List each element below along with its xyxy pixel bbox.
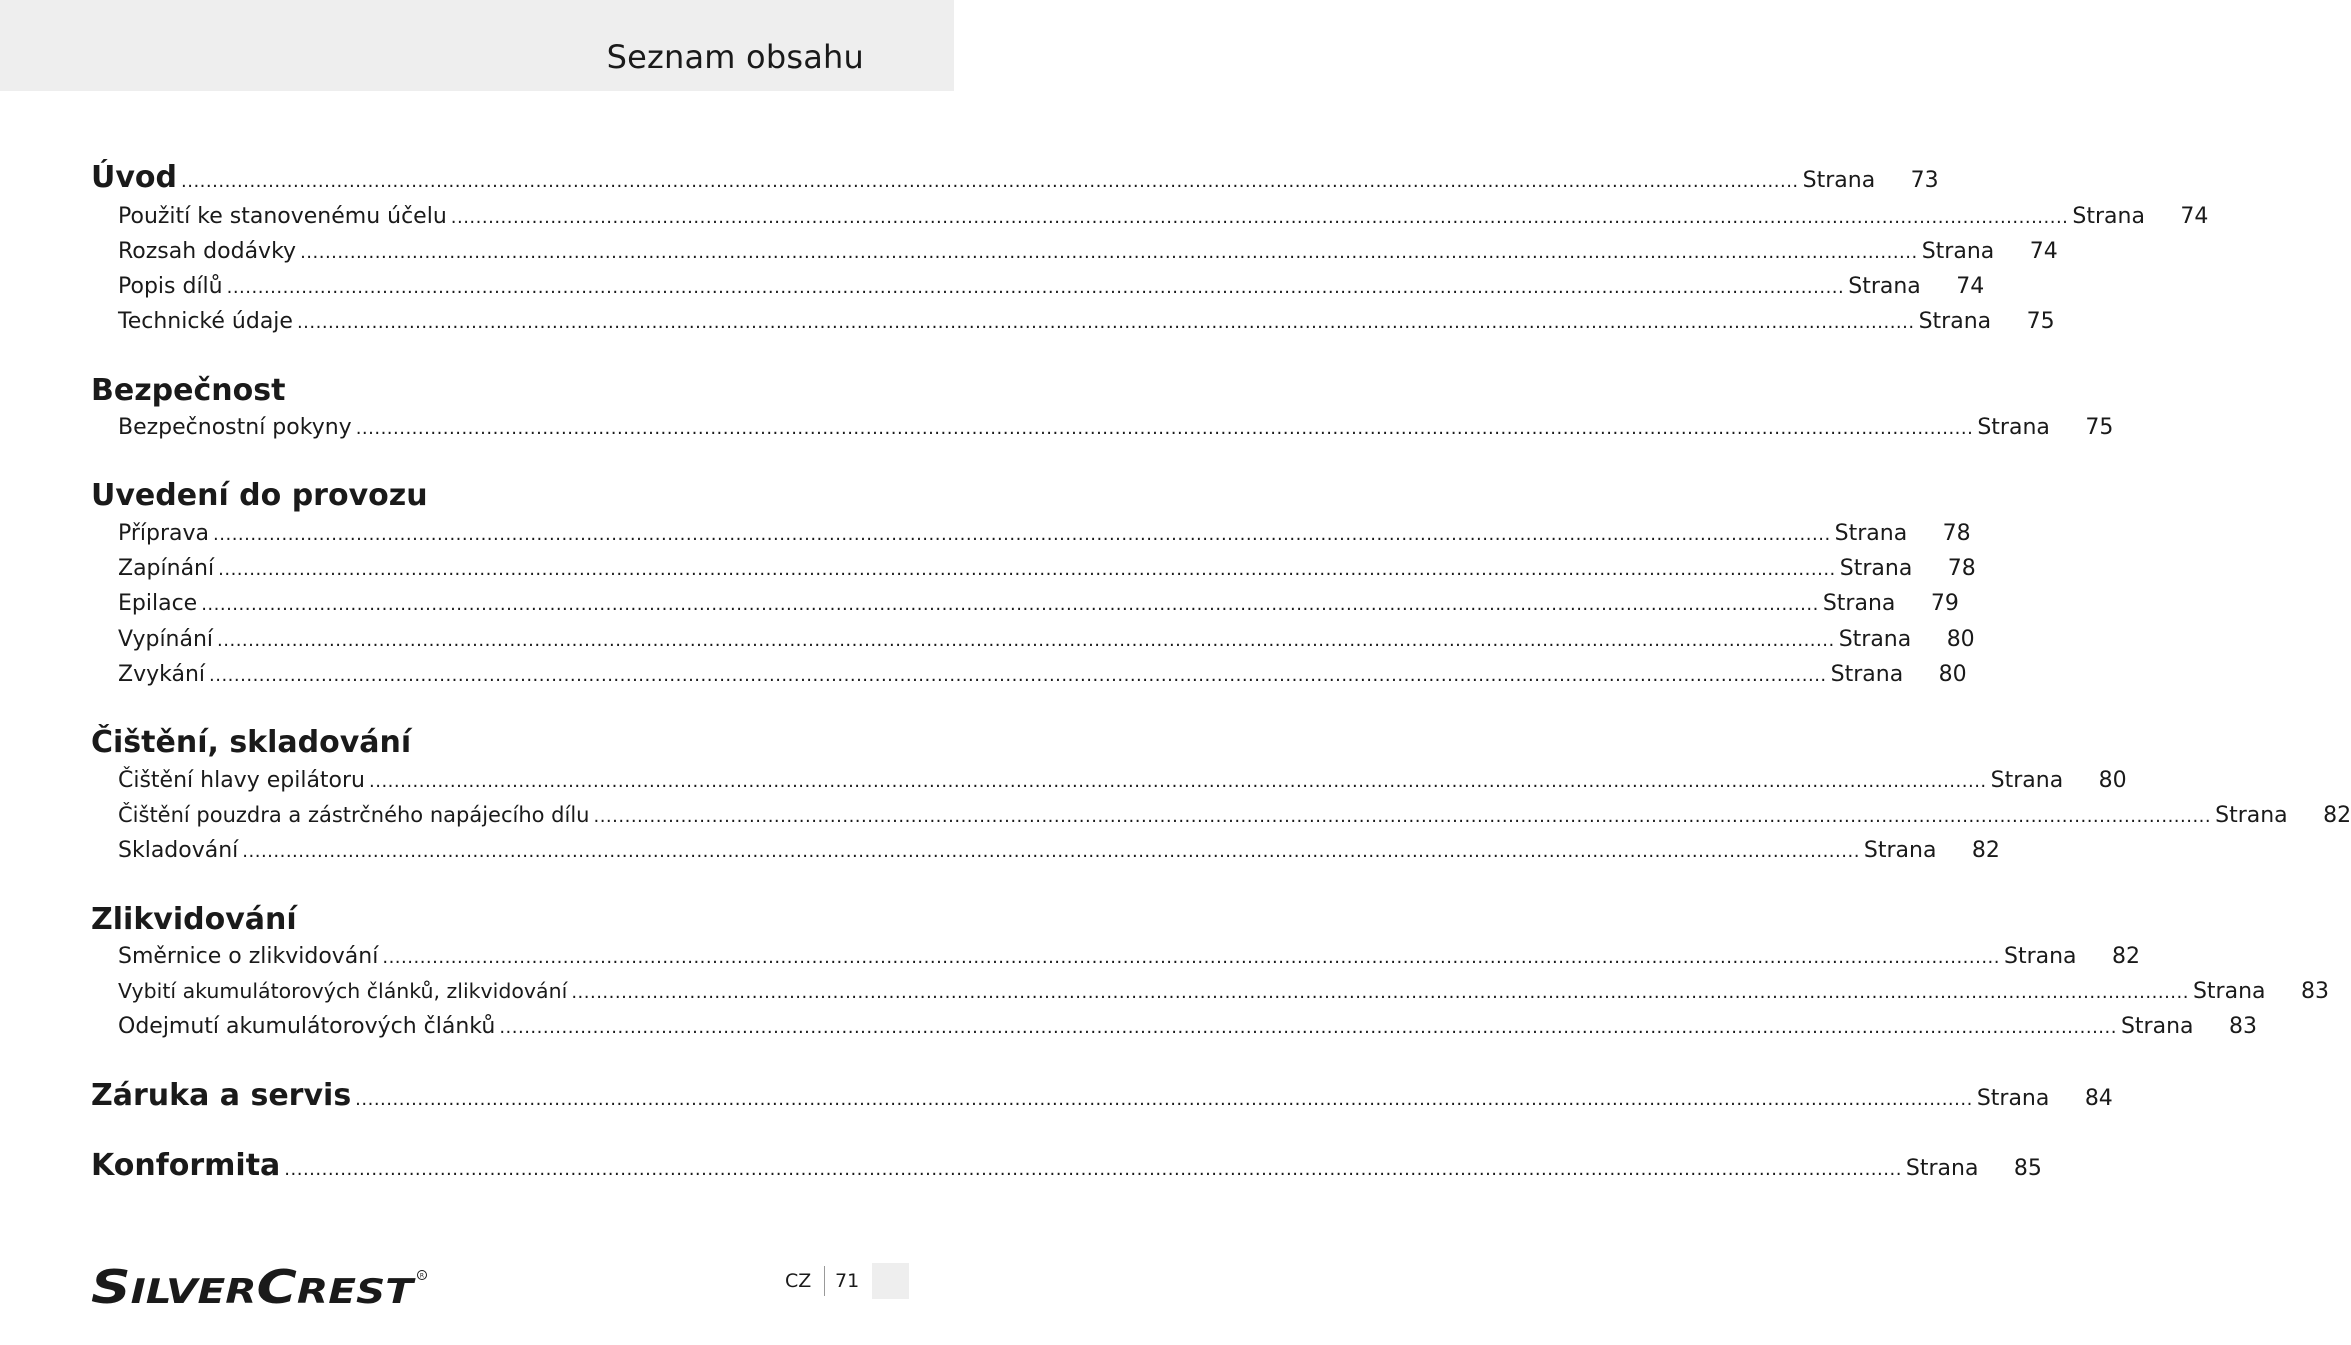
dot-leader: .................................................................................................................................................................................................................................................................... — [213, 524, 1831, 545]
toc-entry-page: 83 — [2300, 979, 2329, 1004]
toc-entry-page: 75 — [2026, 309, 2055, 334]
toc-entry-warranty[interactable] — [91, 1078, 2113, 1113]
toc-entry-page: 82 — [2323, 803, 2351, 828]
toc-entry-label: Úvod — [91, 160, 178, 195]
toc-entry[interactable] — [118, 979, 2329, 1004]
strana-label: Strana — [2215, 803, 2288, 828]
toc-entry-label: Záruka a servis — [91, 1078, 352, 1113]
toc-entry-label: Zvykání — [118, 662, 206, 687]
section-heading-startup[interactable]: Uvedení do provozu — [91, 478, 428, 513]
toc-entry-label: Směrnice o zlikvidování — [118, 944, 379, 969]
dot-leader: .................................................................................................................................................................................................................................................................... — [499, 1017, 2117, 1038]
toc-entry-label: Skladování — [118, 838, 239, 863]
toc-entry-label: Použití ke stanovenému účelu — [118, 204, 447, 229]
dot-leader: .................................................................................................................................................................................................................................................................... — [355, 418, 1974, 439]
section-heading-safety[interactable]: Bezpečnost — [91, 373, 286, 408]
toc-entry-label: Čištění pouzdra a zástrčného napájecího dílu — [118, 803, 590, 827]
toc-entry[interactable] — [118, 521, 1971, 546]
toc-entry-page: 84 — [2084, 1086, 2113, 1111]
dot-leader: .................................................................................................................................................................................................................................................................... — [284, 1159, 1902, 1180]
toc-entry[interactable] — [118, 838, 2000, 863]
strana-label: Strana — [1848, 274, 1921, 299]
dot-leader: .................................................................................................................................................................................................................................................................... — [593, 806, 2212, 827]
strana-label: Strana — [1905, 1156, 1979, 1181]
strana-label: Strana — [2192, 979, 2266, 1004]
strana-label: Strana — [1977, 415, 2050, 440]
page-tab-marker — [872, 1263, 909, 1299]
dot-leader: .................................................................................................................................................................................................................................................................... — [217, 630, 1835, 651]
toc-entry[interactable] — [118, 239, 2058, 264]
strana-label: Strana — [2120, 1014, 2194, 1039]
toc-entry[interactable] — [118, 768, 2127, 793]
dot-leader: .................................................................................................................................................................................................................................................................... — [571, 982, 2189, 1003]
toc-entry[interactable] — [118, 556, 1976, 581]
dot-leader: .................................................................................................................................................................................................................................................................... — [369, 771, 1987, 792]
toc-entry-label: Rozsah dodávky — [118, 239, 297, 264]
toc-entry[interactable] — [118, 591, 1959, 616]
toc-entry-page: 82 — [1971, 838, 2000, 863]
toc-entry-label: Vybití akumulátorových článků, zlikvidování — [118, 979, 568, 1003]
page-title: Seznam obsahu — [606, 38, 864, 76]
dot-leader: .................................................................................................................................................................................................................................................................... — [181, 171, 1799, 192]
toc-entry-label: Čištění hlavy epilátoru — [118, 768, 365, 793]
dot-leader: .................................................................................................................................................................................................................................................................... — [242, 841, 1860, 862]
toc-entry-page: 78 — [1942, 521, 1971, 546]
toc-entry[interactable] — [118, 944, 2140, 969]
language-code: CZ — [785, 1270, 812, 1292]
toc-entry-label: Epilace — [118, 591, 198, 616]
strana-label: Strana — [1921, 239, 1995, 264]
toc-entry-label: Technické údaje — [118, 309, 293, 334]
toc-entry-conformity[interactable] — [91, 1148, 2042, 1183]
toc-entry-page: 74 — [2180, 204, 2209, 229]
toc-entry-page: 79 — [1930, 591, 1959, 616]
toc-entry-label: Popis dílů — [118, 274, 223, 299]
strana-label: Strana — [1802, 168, 1876, 193]
dot-leader: .................................................................................................................................................................................................................................................................... — [209, 665, 1827, 686]
dot-leader: .................................................................................................................................................................................................................................................................... — [201, 594, 1819, 615]
silvercrest-logo — [91, 1260, 431, 1314]
strana-label: Strana — [1838, 627, 1912, 652]
toc-entry-intro[interactable] — [91, 160, 1939, 195]
section-heading-disposal[interactable]: Zlikvidování — [91, 902, 297, 937]
toc-entry[interactable] — [118, 803, 2351, 828]
page-number: 71 — [835, 1270, 860, 1292]
toc-entry-page: 75 — [2085, 415, 2114, 440]
dot-leader: .................................................................................................................................................................................................................................................................... — [382, 947, 2000, 968]
footer-divider — [824, 1266, 825, 1296]
toc-entry-page: 73 — [1910, 168, 1939, 193]
toc-entry-page: 74 — [2029, 239, 2058, 264]
strana-label: Strana — [1990, 768, 2064, 793]
toc-entry[interactable] — [118, 662, 1967, 687]
dot-leader: .................................................................................................................................................................................................................................................................... — [296, 312, 1915, 333]
toc-entry[interactable] — [118, 204, 2209, 229]
toc-entry-label: Vypínání — [118, 627, 214, 652]
strana-label: Strana — [2004, 944, 2077, 969]
strana-label: Strana — [1976, 1086, 2050, 1111]
toc-entry-label: Odejmutí akumulátorových článků — [118, 1014, 496, 1039]
dot-leader: .................................................................................................................................................................................................................................................................... — [355, 1089, 1973, 1110]
toc-entry[interactable] — [118, 415, 2114, 440]
toc-entry-page: 80 — [1938, 662, 1967, 687]
dot-leader: .................................................................................................................................................................................................................................................................... — [300, 242, 1918, 263]
toc-entry-label: Konformita — [91, 1148, 281, 1183]
section-heading-cleaning[interactable]: Čištění, skladování — [91, 725, 412, 760]
toc-entry-page: 83 — [2228, 1014, 2257, 1039]
toc-entry-label: Zapínání — [118, 556, 215, 581]
strana-label: Strana — [1863, 838, 1937, 863]
toc-entry-page: 78 — [1947, 556, 1976, 581]
toc-entry-page: 80 — [1946, 627, 1975, 652]
toc-entry[interactable] — [118, 1014, 2257, 1039]
toc-entry[interactable] — [118, 309, 2055, 334]
strana-label: Strana — [2072, 204, 2145, 229]
toc-entry-page: 80 — [2098, 768, 2127, 793]
strana-label: Strana — [1822, 591, 1896, 616]
toc-entry-label: Bezpečnostní pokyny — [118, 415, 352, 440]
toc-entry[interactable] — [118, 627, 1975, 652]
toc-entry[interactable] — [118, 274, 1985, 299]
dot-leader: .................................................................................................................................................................................................................................................................... — [226, 277, 1845, 298]
toc-entry-page: 85 — [2013, 1156, 2042, 1181]
strana-label: Strana — [1830, 662, 1904, 687]
toc-entry-page: 74 — [1956, 274, 1985, 299]
svg-text:R: R — [419, 1272, 425, 1280]
strana-label: Strana — [1834, 521, 1908, 546]
toc-entry-label: Příprava — [118, 521, 210, 546]
dot-leader: .................................................................................................................................................................................................................................................................... — [450, 207, 2069, 228]
svg-text:SILVERCREST: S ILVER C REST — [91, 1260, 395, 1314]
dot-leader: .................................................................................................................................................................................................................................................................... — [218, 559, 1836, 580]
toc-entry-page: 82 — [2112, 944, 2140, 969]
strana-label: Strana — [1918, 309, 1992, 334]
strana-label: Strana — [1839, 556, 1913, 581]
